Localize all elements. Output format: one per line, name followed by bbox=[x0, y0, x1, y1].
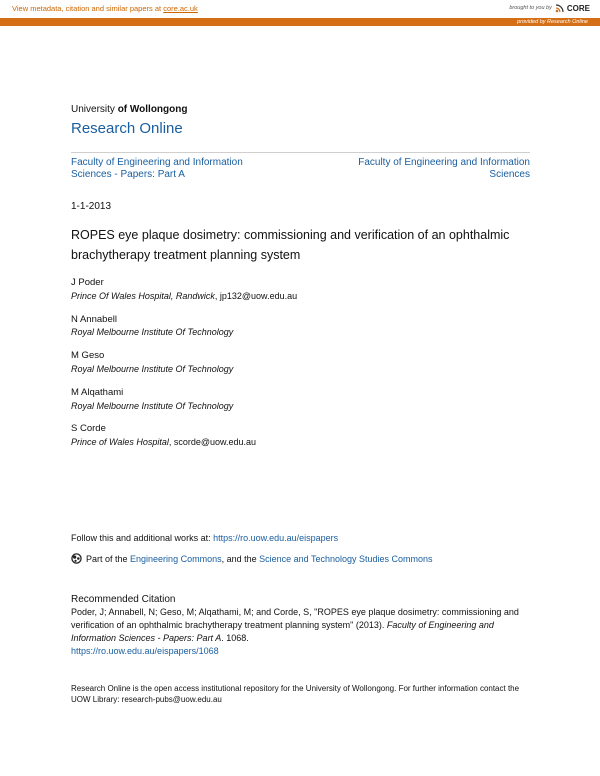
university-prefix: University bbox=[71, 104, 115, 115]
citation-journal: Faculty of Engineering and Information Sciences - Papers: Part A bbox=[71, 620, 494, 643]
eispapers-link[interactable]: https://ro.uow.edu.au/eispapers bbox=[213, 533, 339, 543]
author-name: S Corde bbox=[71, 423, 106, 434]
series-link-part-a[interactable]: Faculty of Engineering and Information Sciences - Papers: Part A bbox=[71, 157, 243, 180]
repository-footer: Research Online is the open access institutional repository for the University of Wollongong. For further information contact the UOW Library: research-pubs@uow.edu.au bbox=[71, 684, 520, 704]
paper-title: ROPES eye plaque dosimetry: commissioning and verification of an ophthalmic brachytherapy treatment planning system bbox=[71, 228, 510, 262]
author-affiliation bbox=[71, 437, 256, 447]
core-logo bbox=[555, 3, 590, 13]
core-metadata-text: View metadata, citation and similar papers at bbox=[12, 4, 164, 13]
author-affiliation bbox=[71, 291, 297, 301]
author-name: M Geso bbox=[71, 350, 105, 361]
and-text: , and the bbox=[221, 553, 260, 564]
university-of: of Wollongong bbox=[117, 104, 188, 115]
follow-text: Follow this and additional works at: bbox=[71, 533, 214, 543]
follow-line bbox=[71, 533, 338, 543]
part-of-line bbox=[71, 553, 433, 564]
author-affiliation: Royal Melbourne Institute Of Technology bbox=[71, 327, 234, 337]
series-link-faculty[interactable]: Faculty of Engineering and Information Sciences bbox=[358, 157, 530, 180]
author-affiliation: Royal Melbourne Institute Of Technology bbox=[71, 401, 234, 411]
paper-url-link[interactable]: https://ro.uow.edu.au/eispapers/1068 bbox=[71, 646, 219, 656]
core-ac-uk-link[interactable]: core.ac.uk bbox=[163, 4, 198, 13]
affiliation-text: Prince of Wales Hospital bbox=[71, 437, 169, 447]
author-name: N Annabell bbox=[71, 314, 117, 325]
citation-heading: Recommended Citation bbox=[71, 594, 176, 605]
citation-block bbox=[71, 606, 531, 658]
core-icon bbox=[555, 3, 565, 13]
network-icon bbox=[71, 553, 82, 564]
research-online-link[interactable]: Research Online bbox=[71, 120, 183, 137]
brought-by-text: brought to you by bbox=[509, 5, 552, 11]
core-metadata-link[interactable] bbox=[12, 4, 198, 13]
sts-commons-link[interactable]: Science and Technology Studies Commons bbox=[259, 553, 433, 564]
publication-date: 1-1-2013 bbox=[71, 201, 112, 212]
author-name: M Alqathami bbox=[71, 387, 124, 398]
engineering-commons-link[interactable]: Engineering Commons bbox=[130, 553, 222, 564]
author-name: J Poder bbox=[71, 277, 104, 288]
university-name bbox=[71, 104, 187, 115]
citation-text: Poder, J; Annabell, N; Geso, M; Alqathami, M; and Corde, S, "ROPES eye plaque dosimetry: commissioning and verification of an ophthalmic brachytherapy treatment planning system" (2013). bbox=[71, 607, 519, 630]
citation-number: . 1068. bbox=[221, 633, 249, 643]
author-email: , scorde@uow.edu.au bbox=[168, 437, 257, 447]
provided-by-link[interactable]: provided by Research Online bbox=[517, 19, 588, 25]
part-of-text: Part of the bbox=[86, 553, 131, 564]
core-name: CORE bbox=[566, 3, 590, 13]
author-affiliation: Royal Melbourne Institute Of Technology bbox=[71, 364, 234, 374]
affiliation-text: Prince Of Wales Hospital, Randwick bbox=[71, 291, 215, 301]
divider bbox=[71, 152, 530, 153]
brought-by-core[interactable] bbox=[509, 3, 590, 13]
author-email: , jp132@uow.edu.au bbox=[214, 291, 298, 301]
top-orange-bar bbox=[0, 18, 600, 26]
